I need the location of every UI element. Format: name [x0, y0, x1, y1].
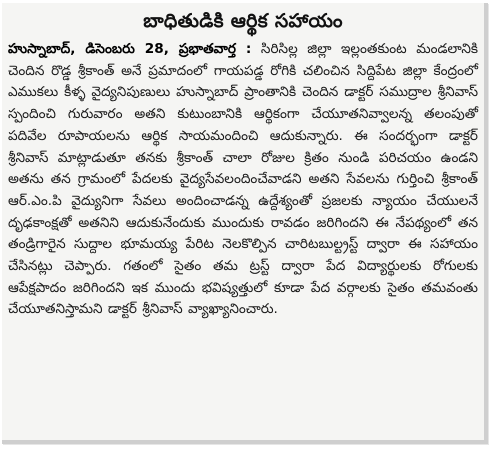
newspaper-clipping [2, 3, 488, 444]
article-body [8, 39, 478, 321]
article-dateline: హుస్నాబాద్, డిసెంబరు 28, ప్రభాతవార్త : [8, 41, 252, 57]
article-headline: బాధితుడికి ఆర్థిక సహాయం [143, 10, 343, 32]
article-body-text: సిరిసిల్ల జిల్లా ఇల్లంతకుంట మండలానికి చెందిన రొడ్డ శ్రీకాంత్ అనే ప్రమాదంలో గాయపడ్డ రోగికి చలించిన సిద్దిపేట జిల్లా కేంద్రంలో ఎముకలు కీళ్ళ వైద్యనిపుణులు హుస్నాబాద్ ప్రాంతానికి చెందిన డాక్టర్ సముద్రాల శ్రీనివాస్ స్పందించి గురువారం అతని కుటుంబానికి ఆర్థికంగా చేయూతనివ్వాలన్న తలంపుతో పదివేల రూపాయలను ఆర్థిక సాయమందించి ఆదుకున్నారు. ఈ సందర్భంగా డాక్టర్ శ్రీనివాస్ మాట్లాడుతూ తనకు శ్రీకాంత్ చాలా రోజుల క్రితం నుండి పరిచయం ఉండని అతను తన గ్రామంలో పేదలకు వైద్యసేవలందించేవాడని అతని సేవలను గుర్తించి శ్రీకాంత్ ఆర్.ఎం.పి వైద్యునిగా సేవలు అందించాడన్న ఉద్దేశ్యంతో ప్రజలకు న్యాయం చేయులనే దృఢకాంక్షతో అతనిని ఆదుకునేందుకు ముందుకు రావడం జరిగిందని ఈ నేపథ్యంలో తన తండ్రిగారైన సుద్దాల భూమయ్య పేరిట నెలకొల్పిన చారిటబుల్ట్రస్ట్ ద్వారా ఈ సహాయం చేసినట్లు చెప్పారు. గతంలో సైతం తమ ట్రస్ట్ ద్వారా పేద విద్యార్థులకు రోగులకు ఆపేక్షపాదం జరిగిందని ఇక ముందు భవిష్యత్తులో కూడా పేద వర్గాలకు సైతం తమవంతు చేయూతనిస్తామని డాక్టర్ శ్రీనివాస్ వ్యాఖ్యానించారు. [8, 41, 478, 318]
